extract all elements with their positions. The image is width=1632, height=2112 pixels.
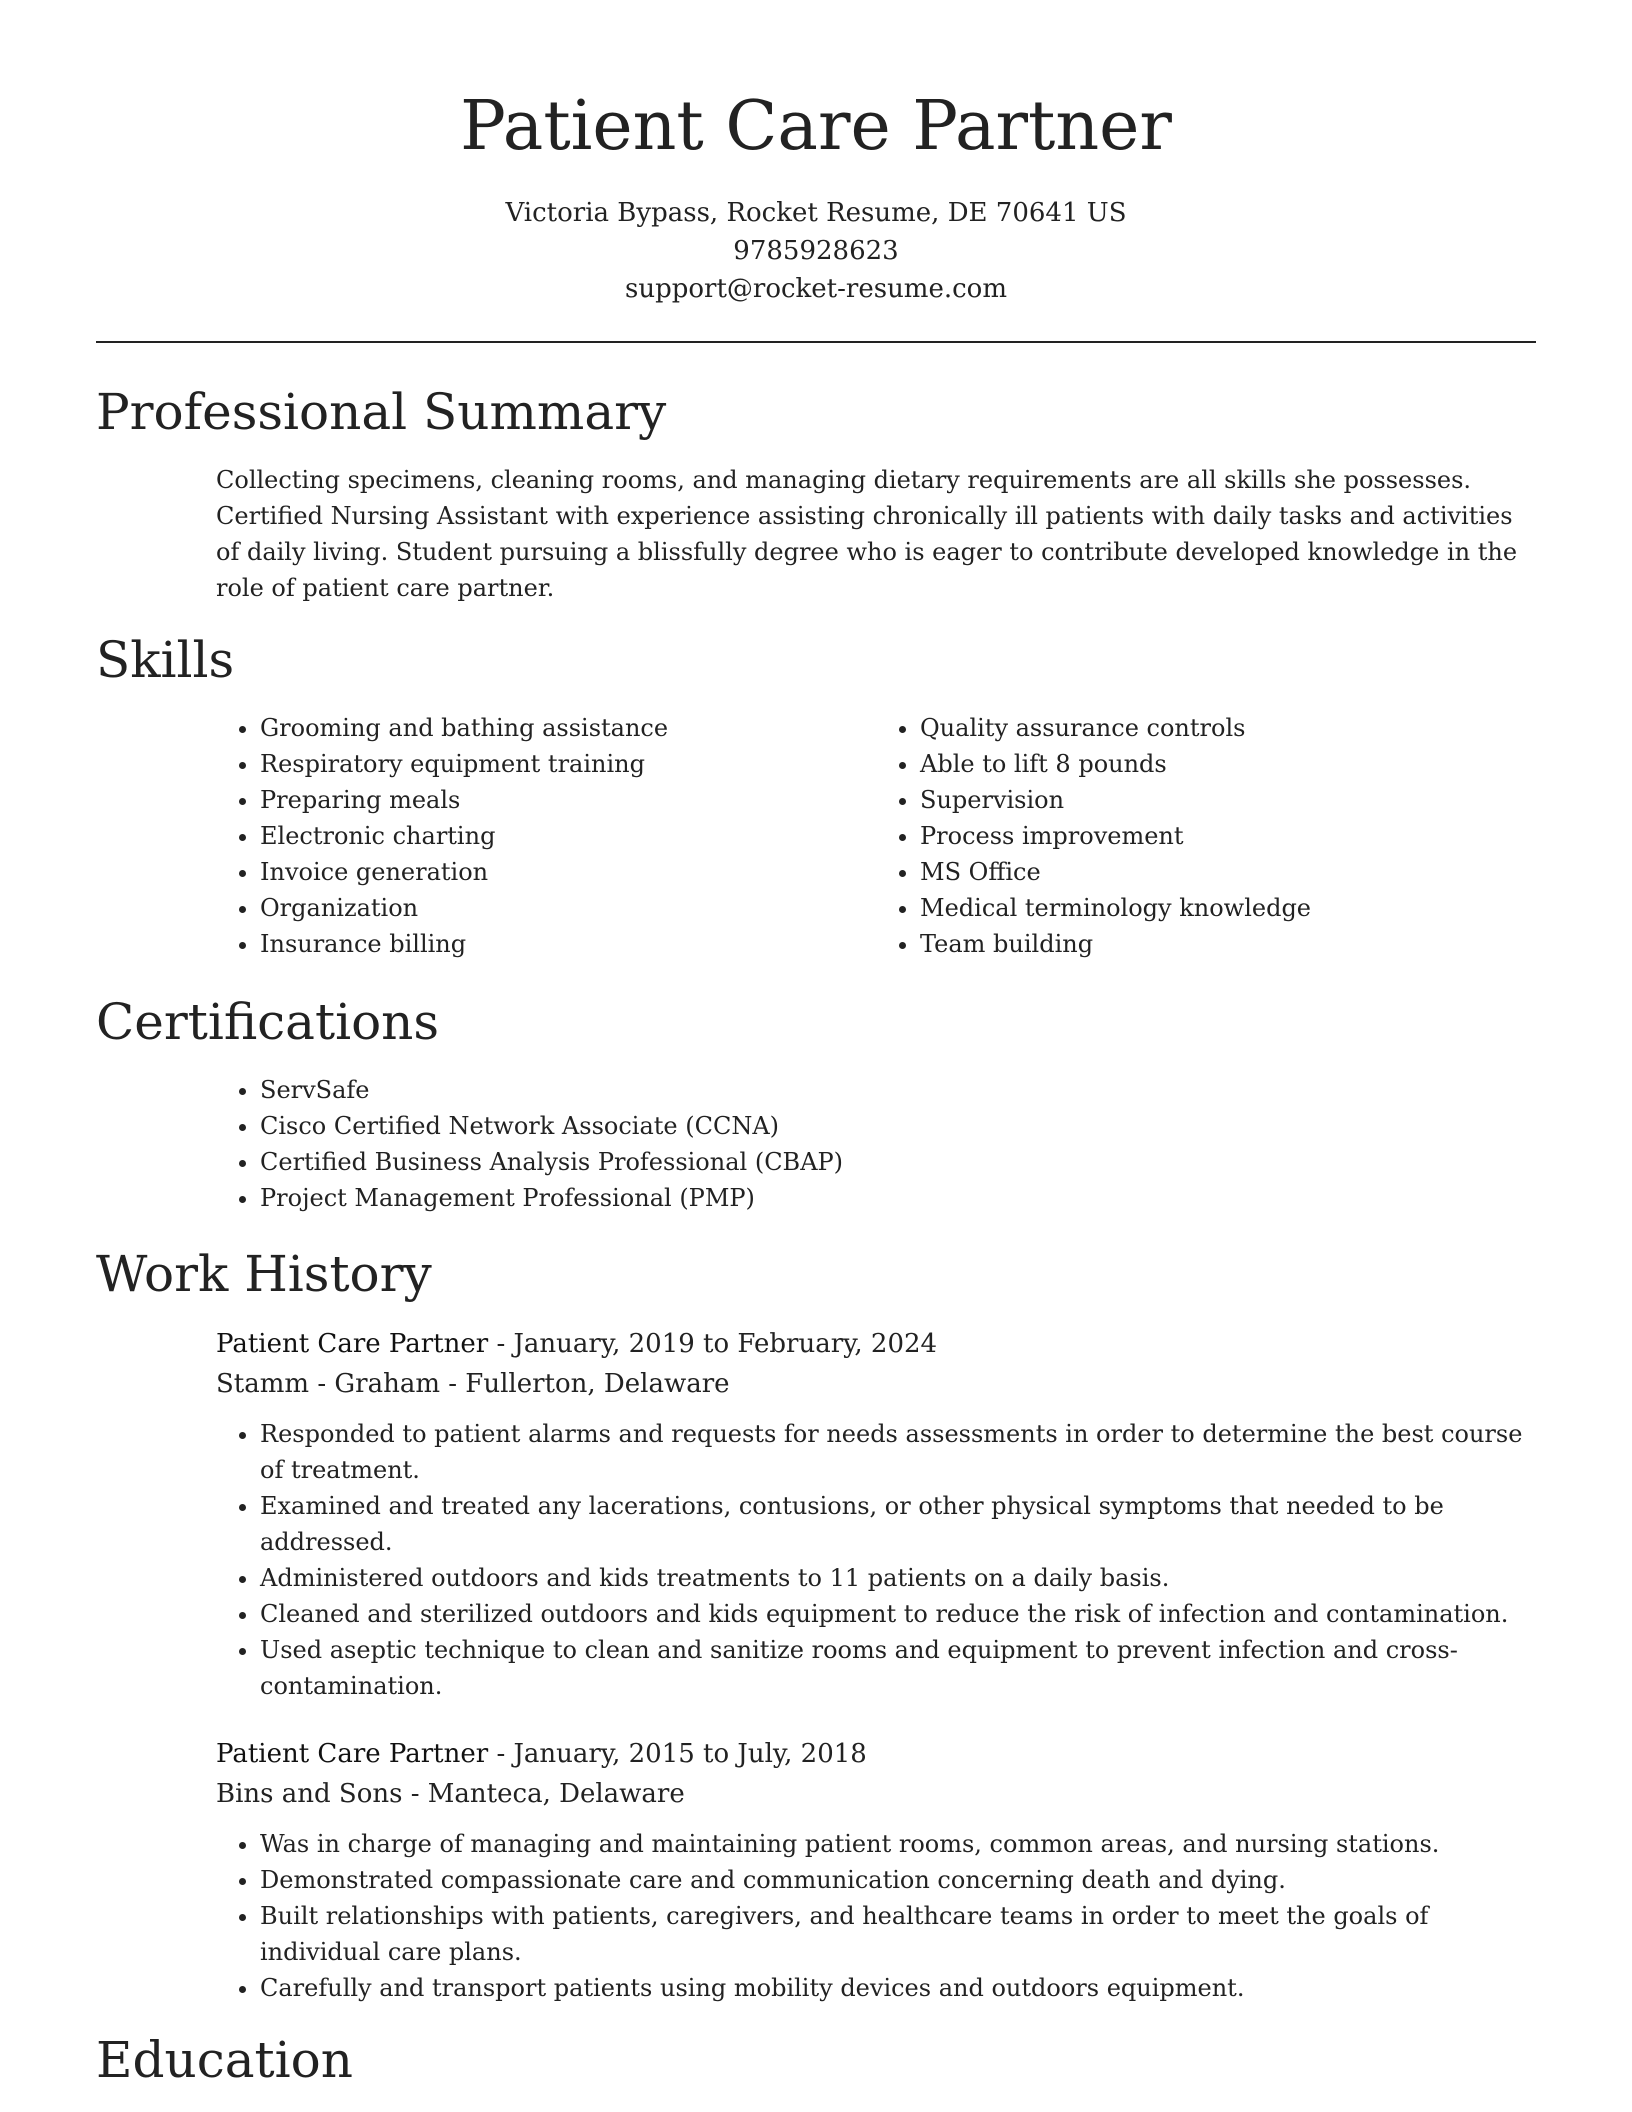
job-location: - Fullerton, Delaware xyxy=(439,1369,730,1399)
certifications-section xyxy=(96,986,1536,1216)
skill-item: • Team building xyxy=(920,926,1536,962)
job-bullet: • Used aseptic technique to clean and sanitize rooms and equipment to prevent infection and cross-contamination. xyxy=(260,1632,1550,1704)
job-dates: - January, 2019 to February, 2024 xyxy=(488,1329,938,1359)
skill-item: • Supervision xyxy=(920,782,1536,818)
job-title: Patient Care Partner xyxy=(216,1329,489,1359)
candidate-name: Patient Care Partner xyxy=(460,87,1172,166)
job-bullets xyxy=(216,1416,1550,1704)
resume-header xyxy=(0,0,1632,308)
skill-item: • Process improvement xyxy=(920,818,1536,854)
phone: 9785928623 xyxy=(733,236,899,266)
job-dates: - January, 2015 to July, 2018 xyxy=(488,1739,867,1769)
skill-item: • Invoice generation xyxy=(260,854,876,890)
job-bullet: • Was in charge of managing and maintaining patient rooms, common areas, and nursing stations. xyxy=(260,1826,1550,1862)
job-bullet: • Responded to patient alarms and requests for needs assessments in order to determine the best course of treatment. xyxy=(260,1416,1550,1488)
summary-section xyxy=(96,376,1536,606)
job-title-line xyxy=(216,1324,1536,1364)
contact-info xyxy=(0,194,1632,308)
education-section xyxy=(96,2024,1536,2096)
skills-section xyxy=(96,624,1536,962)
skill-item: • Respiratory equipment training xyxy=(260,746,876,782)
job-entry xyxy=(216,1324,1536,1704)
job-bullet: • Administered outdoors and kids treatments to 11 patients on a daily basis. xyxy=(260,1560,1550,1596)
job-bullets xyxy=(216,1826,1550,2006)
job-company-line xyxy=(216,1774,1536,1814)
certification-item: • Project Management Professional (PMP) xyxy=(260,1180,1536,1216)
certification-item: • Certified Business Analysis Professional (CBAP) xyxy=(260,1144,1536,1180)
job-title: Patient Care Partner xyxy=(216,1739,489,1769)
section-title-education: Education xyxy=(96,2031,353,2089)
job-bullet: • Carefully and transport patients using mobility devices and outdoors equipment. xyxy=(260,1970,1550,2006)
certifications-list xyxy=(216,1072,1536,1216)
skill-item: • Insurance billing xyxy=(260,926,876,962)
skills-columns xyxy=(216,710,1536,962)
skills-list-right xyxy=(876,710,1536,962)
certifications-block xyxy=(216,1072,1536,1216)
skill-item: • Quality assurance controls xyxy=(920,710,1536,746)
resume-content xyxy=(96,376,1536,2096)
job-company: Stamm - Graham xyxy=(216,1369,440,1399)
skill-item: • Organization xyxy=(260,890,876,926)
job-location: - Manteca, Delaware xyxy=(402,1779,685,1809)
section-title-skills: Skills xyxy=(96,631,235,689)
skill-item: • Able to lift 8 pounds xyxy=(920,746,1536,782)
job-company: Bins and Sons xyxy=(216,1779,403,1809)
job-bullet: • Demonstrated compassionate care and communication concerning death and dying. xyxy=(260,1862,1550,1898)
job-bullet: • Cleaned and sterilized outdoors and kids equipment to reduce the risk of infection and contamination. xyxy=(260,1596,1550,1632)
job-bullet: • Examined and treated any lacerations, contusions, or other physical symptoms that needed to be addressed. xyxy=(260,1488,1550,1560)
job-bullet: • Built relationships with patients, caregivers, and healthcare teams in order to meet the goals of individual care plans. xyxy=(260,1898,1550,1970)
certification-item: • ServSafe xyxy=(260,1072,1536,1108)
work-history-section xyxy=(96,1238,1536,2006)
section-title-certifications: Certifications xyxy=(96,993,440,1051)
skill-item: • Grooming and bathing assistance xyxy=(260,710,876,746)
section-title-summary: Professional Summary xyxy=(96,383,667,441)
job-title-line xyxy=(216,1734,1536,1774)
certification-item: • Cisco Certified Network Associate (CCNA) xyxy=(260,1108,1536,1144)
header-divider xyxy=(96,341,1536,343)
skill-item: • Preparing meals xyxy=(260,782,876,818)
section-title-work-history: Work History xyxy=(96,1245,432,1303)
skill-item: • Electronic charting xyxy=(260,818,876,854)
skill-item: • Medical terminology knowledge xyxy=(920,890,1536,926)
job-entry xyxy=(216,1734,1536,2006)
address: Victoria Bypass, Rocket Resume, DE 70641 US xyxy=(505,198,1127,228)
job-company-line xyxy=(216,1364,1536,1404)
email: support@rocket-resume.com xyxy=(624,274,1007,304)
skills-list-left xyxy=(216,710,876,962)
summary-text: Collecting specimens, cleaning rooms, and managing dietary requirements are all skills she possesses. Certified Nursing Assistant with experience assisting chronically ill patients with daily tasks and activities of daily living. Student pursuing a blissfully degree who is eager to contribute developed knowledge in the role of patient care partner. xyxy=(216,466,1518,602)
skill-item: • MS Office xyxy=(920,854,1536,890)
